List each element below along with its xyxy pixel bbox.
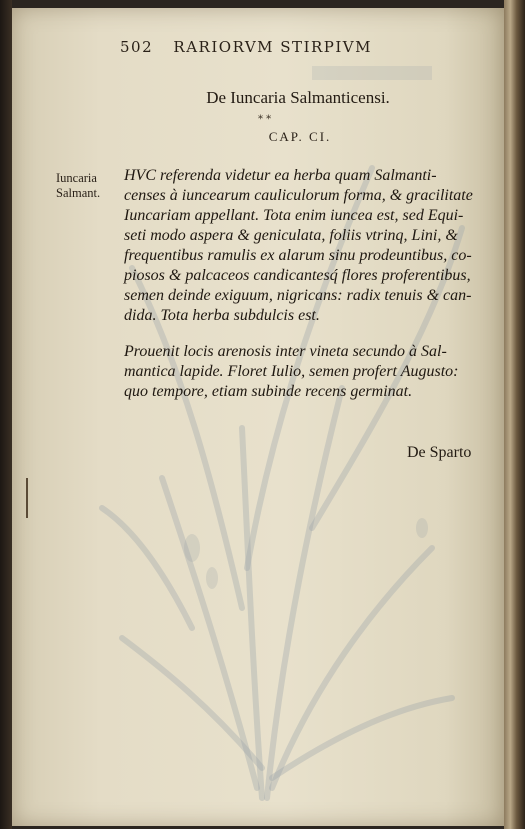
text-line: Prouenit locis arenosis inter vineta secundo à Sal- [124,343,447,360]
ornament: * * [258,114,272,125]
marginal-note-line: Iuncaria [56,171,97,185]
text-line: piosos & palcaceos candicantesq́ flores proferentibus, [124,267,471,284]
text-line: semen deinde exiguum, nigricans: radix tenuis & can- [124,287,472,304]
page-edge [504,0,525,829]
paragraph-2 [124,342,496,402]
text-line: dida. Tota herba subdulcis est. [124,307,320,324]
catchword: De Sparto [407,444,472,461]
paragraph-1 [124,166,496,326]
text-line: seti modo aspera & geniculata, foliis vtrinq, Lini, & [124,227,458,244]
text-line: Iuncariam appellant. Tota enim iuncea est, sed Equi- [124,207,464,224]
book-page [12,8,504,826]
page-number: 502 [120,38,154,56]
section-title [12,88,504,108]
text-line: quo tempore, etiam subinde recens germinat. [124,383,413,400]
text-line: mantica lapide. Floret Iulio, semen profert Augusto: [124,363,459,380]
running-head [120,38,372,56]
margin-mark [26,478,28,518]
section-title-text: De Iuncaria Salmanticensi. [206,88,390,107]
chapter-heading-text: CAP. CI. [268,129,332,144]
marginal-note [56,171,116,201]
marginal-note-line: Salmant. [56,186,101,200]
text-line: HVC referenda videtur ea herba quam Salmanti- [124,167,437,184]
text-line: frequentibus ramulis ex alarum sinu prodeuntibus, co- [124,247,472,264]
book-binding [0,0,12,829]
text-line: censes à iuncearum cauliculorum forma, & gracilitate [124,187,473,204]
chapter-heading [12,129,504,145]
running-head-title: RARIORVM STIRPIVM [173,38,372,56]
